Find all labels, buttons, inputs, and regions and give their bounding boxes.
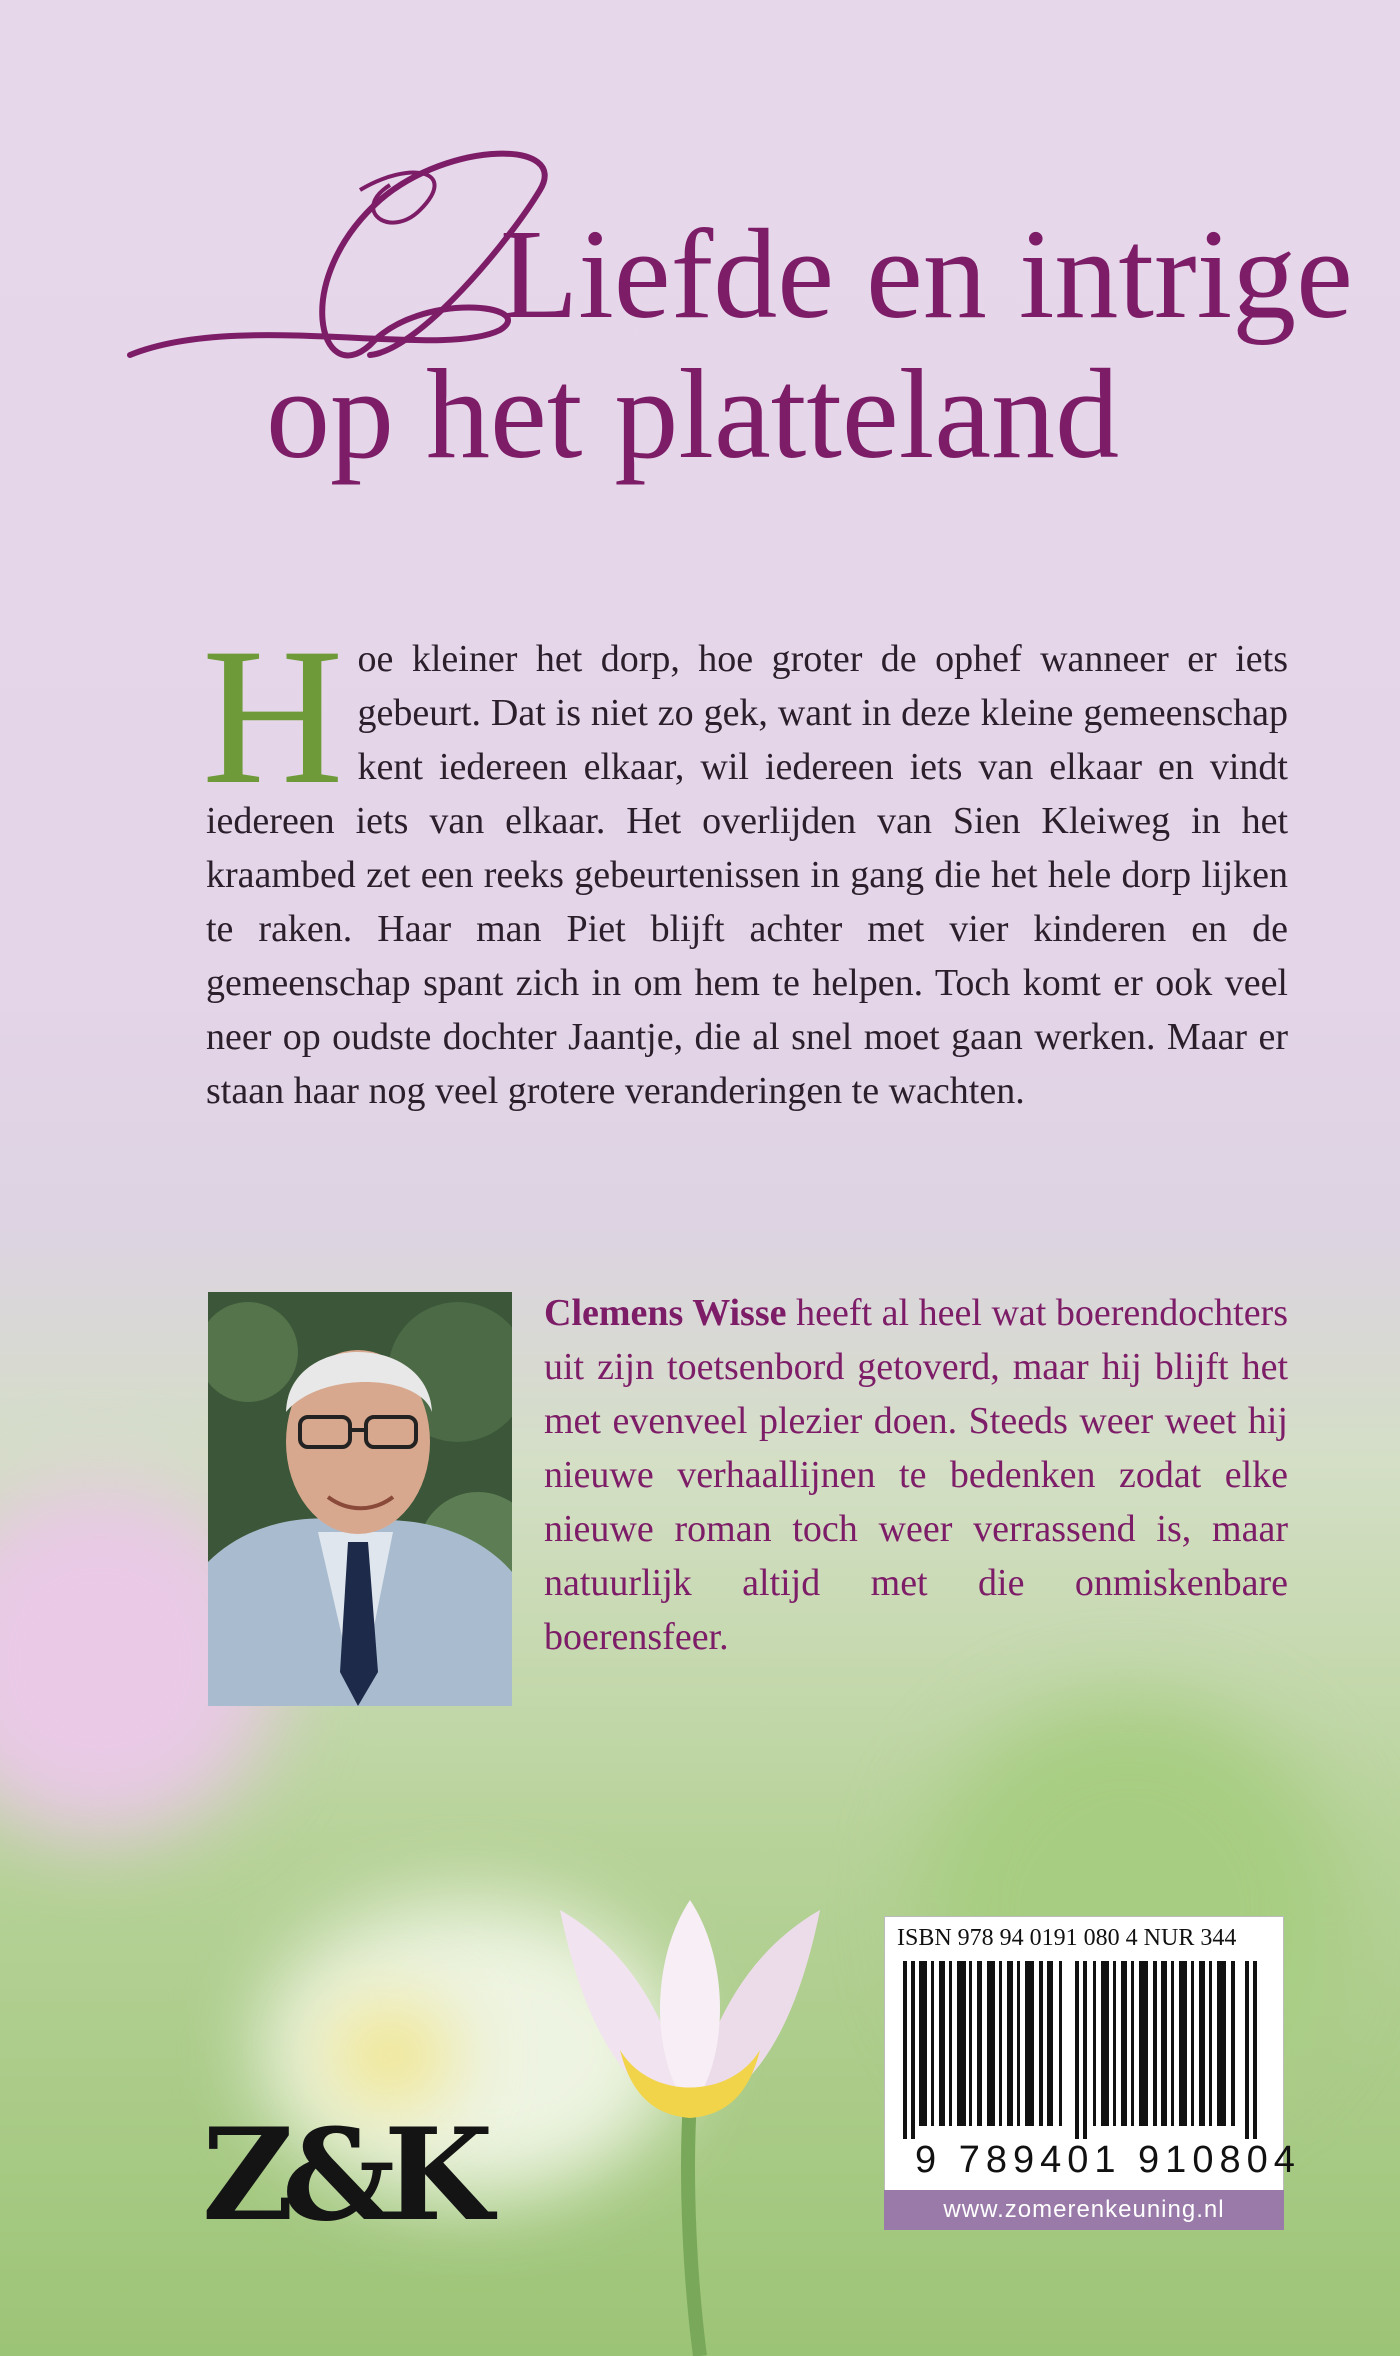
isbn-text: ISBN 978 94 0191 080 4 NUR 344 bbox=[897, 1925, 1237, 1951]
author-name: Clemens Wisse bbox=[544, 1292, 787, 1334]
publisher-website: www.zomerenkeuning.nl bbox=[884, 2190, 1284, 2230]
synopsis-text: oe kleiner het dorp, hoe groter de ophef wanneer er iets gebeurt. Dat is niet zo gek, want in deze kleine gemeenschap kent iedereen elkaar, wil iedereen iets van elkaar en vindt iedereen iets van elkaar. Het overlijden van Sien Kleiweg in het kraambed zet een reeks gebeurtenissen in gang die het hele dorp lijken te raken. Haar man Piet blijft achter met vier kinderen en de gemeenschap spant zich in om hem te helpen. Toch komt er ook veel neer op oudste dochter Jaantje, die al snel moet gaan werken. Maar er staan haar nog veel grotere veranderingen te wachten. bbox=[206, 638, 1288, 1112]
background-blur-yellow bbox=[330, 2010, 450, 2100]
author-bio-text: heeft al heel wat boerendochters uit zijn toetsenbord getoverd, maar hij blijft het met evenveel plezier doen. Steeds weer weet hij nieuwe verhaallijnen te bedenken zodat elke nieuwe roman toch weer verrassend is, maar natuurlijk altijd met die onmiskenbare boerensfeer. bbox=[544, 1292, 1288, 1658]
title-line-2: op het platteland bbox=[266, 343, 1120, 485]
title-line-1: Liefde en intrige bbox=[500, 203, 1353, 345]
cover-title bbox=[0, 60, 1400, 500]
author-bio bbox=[544, 1286, 1288, 1664]
synopsis-paragraph bbox=[202, 608, 1288, 1118]
tulip-flower-illustration bbox=[540, 1900, 840, 2356]
publisher-logo: Z&K bbox=[202, 2101, 482, 2249]
author-portrait-illustration bbox=[208, 1292, 512, 1706]
dropcap-letter: H bbox=[202, 608, 344, 825]
isbn-barcode-box bbox=[884, 1916, 1301, 2192]
barcode-digits: 9 789401 910804 bbox=[915, 2139, 1301, 2181]
author-photo bbox=[208, 1292, 512, 1706]
barcode-icon bbox=[903, 1961, 1265, 2139]
